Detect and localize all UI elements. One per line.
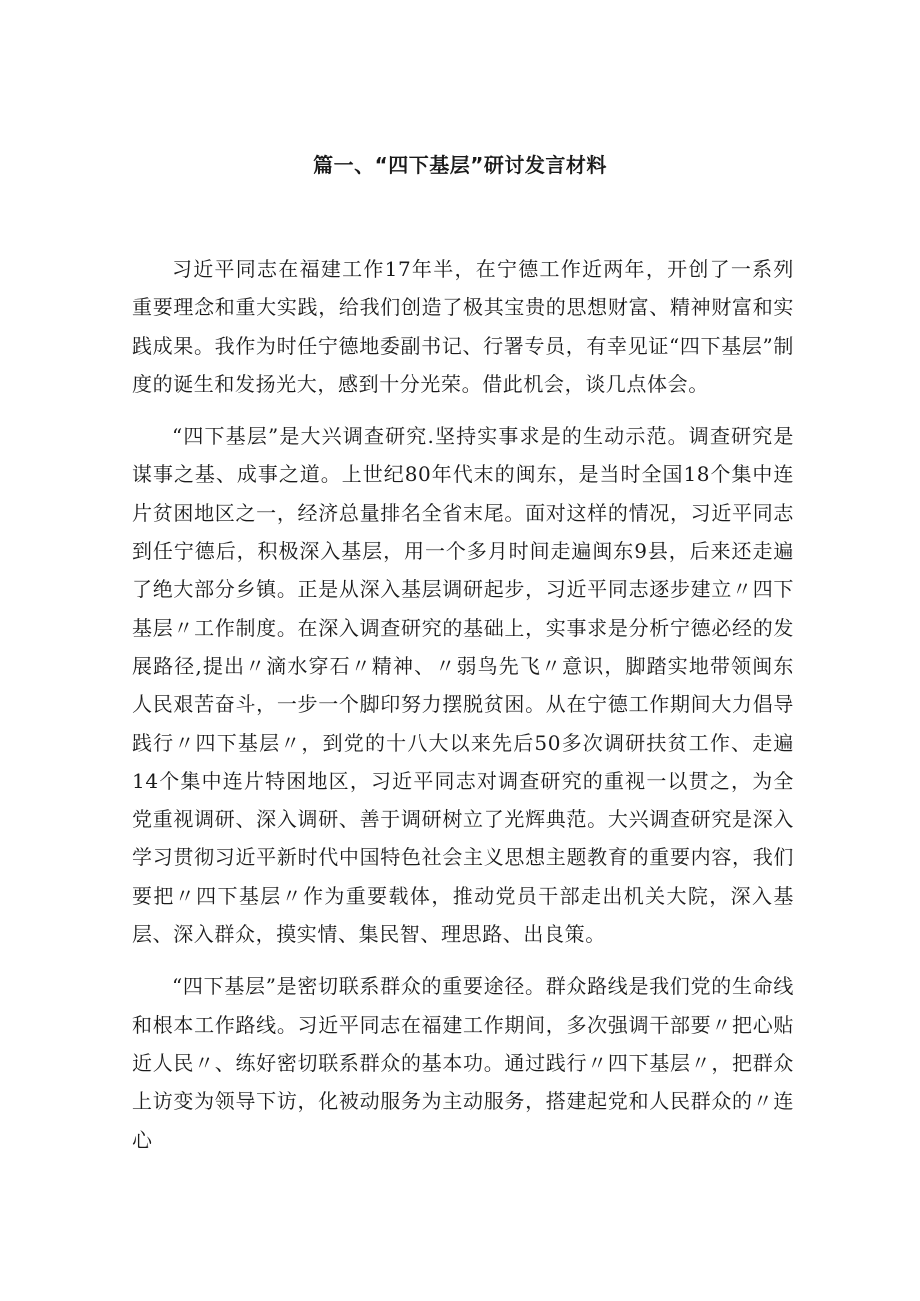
document-body [132, 250, 794, 1173]
paragraph-2: “四下基层”是大兴调查研究.坚持实事求是的生动示范。调查研究是谋事之基、成事之道。上世纪80年代末的闽东，是当时全国18个集中连片贫困地区之一，经济总量排名全省末尾。面对这样的情况，习近平同志到任宁德后，积极深入基层，用一个多月时间走遍闽东9县，后来还走遍了绝大部分乡镇。正是从深入基层调研起步，习近平同志逐步建立〃四下基层〃工作制度。在深入调查研究的基础上，实事求是分析宁德必经的发展路径,提出〃滴水穿石〃精神、〃弱鸟先飞〃意识，脚踏实地带领闽东人民艰苦奋斗，一步一个脚印努力摆脱贫困。从在宁德工作期间大力倡导践行〃四下基层〃，到党的十八大以来先后50多次调研扶贫工作、走遍14个集中连片特困地区，习近平同志对调查研究的重视一以贯之，为全党重视调研、深入调研、善于调研树立了光辉典范。大兴调查研究是深入学习贯彻习近平新时代中国特色社会主义思想主题教育的重要内容，我们要把〃四下基层〃作为重要载体，推动党员干部走出机关大院，深入基层、深入群众，摸实情、集民智、理思路、出良策。 [132, 424, 794, 947]
paragraph-1: 习近平同志在福建工作17年半，在宁德工作近两年，开创了一系列重要理念和重大实践，给我们创造了极其宝贵的思想财富、精神财富和实践成果。我作为时任宁德地委副书记、行署专员，有幸见证“四下基层”制度的诞生和发扬光大，感到十分光荣。借此机会，谈几点体会。 [132, 257, 794, 396]
document-title: 篇一、“四下基层”研讨发言材料 [313, 153, 607, 177]
paragraph-3: “四下基层”是密切联系群众的重要途径。群众路线是我们党的生命线和根本工作路线。习近平同志在福建工作期间，多次强调干部要〃把心贴近人民〃、练好密切联系群众的基本功。通过践行〃四下基层〃，把群众上访变为领导下访，化被动服务为主动服务，搭建起党和人民群众的〃连心 [132, 974, 794, 1152]
